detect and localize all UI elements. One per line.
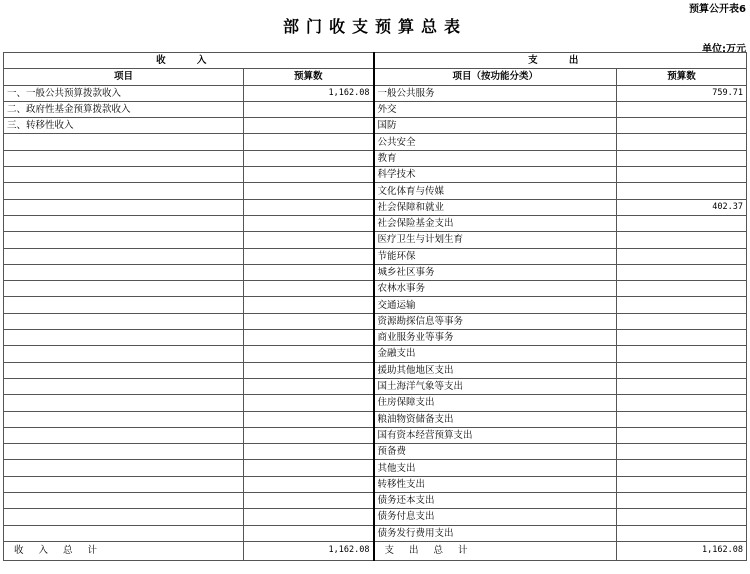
income-amount-cell [244,346,374,362]
income-amount-cell [244,134,374,150]
expense-item-cell: 外交 [374,101,617,117]
table-row [4,525,747,541]
income-budget-header: 预算数 [244,69,374,85]
income-item-cell [4,232,244,248]
income-item-cell [4,281,244,297]
table-row [4,297,747,313]
income-item-header: 项目 [4,69,244,85]
income-amount-cell [244,493,374,509]
expense-amount-cell [617,150,747,166]
table-row [4,248,747,264]
expense-amount-cell [617,215,747,231]
expense-item-cell: 文化体育与传媒 [374,183,617,199]
income-amount-cell [244,150,374,166]
expense-total-value: 1,162.08 [617,541,747,560]
income-item-cell [4,411,244,427]
expense-item-cell: 国有资本经营预算支出 [374,427,617,443]
expense-amount-cell [617,444,747,460]
expense-amount-cell [617,248,747,264]
expense-item-cell: 援助其他地区支出 [374,362,617,378]
expense-budget-header: 预算数 [617,69,747,85]
expense-amount-cell [617,362,747,378]
income-item-cell [4,493,244,509]
income-amount-cell [244,476,374,492]
table-row [4,150,747,166]
income-item-cell [4,215,244,231]
expense-amount-cell [617,167,747,183]
table-row [4,444,747,460]
expense-item-cell: 社会保险基金支出 [374,215,617,231]
income-item-cell [4,427,244,443]
income-amount-cell: 1,162.08 [244,85,374,101]
expense-amount-cell [617,460,747,476]
expense-amount-cell [617,330,747,346]
income-item-cell [4,167,244,183]
income-amount-cell [244,199,374,215]
income-amount-cell [244,411,374,427]
table-row [4,476,747,492]
table-row [4,395,747,411]
expense-amount-cell [617,118,747,134]
expense-amount-cell [617,346,747,362]
income-amount-cell [244,460,374,476]
income-amount-cell [244,509,374,525]
expense-item-cell: 住房保障支出 [374,395,617,411]
expense-item-cell: 粮油物资储备支出 [374,411,617,427]
expense-item-cell: 教育 [374,150,617,166]
table-row [4,509,747,525]
table-row [4,215,747,231]
table-row [4,264,747,280]
expense-item-cell: 城乡社区事务 [374,264,617,280]
income-amount-cell [244,183,374,199]
section-header-row [4,53,747,69]
expense-amount-cell [617,427,747,443]
income-amount-cell [244,232,374,248]
income-amount-cell [244,313,374,329]
income-item-cell [4,297,244,313]
expense-amount-cell [617,232,747,248]
expense-amount-cell [617,378,747,394]
expense-item-cell: 债务付息支出 [374,509,617,525]
expense-item-cell: 社会保障和就业 [374,199,617,215]
income-item-cell [4,362,244,378]
expense-section-header: 支 出 [374,53,747,69]
table-row [4,346,747,362]
table-row [4,232,747,248]
table-row [4,281,747,297]
expense-amount-cell [617,411,747,427]
income-amount-cell [244,264,374,280]
table-row [4,362,747,378]
income-item-cell [4,444,244,460]
expense-amount-cell [617,101,747,117]
income-item-cell [4,183,244,199]
table-row [4,493,747,509]
expense-amount-cell [617,297,747,313]
expense-item-cell: 预备费 [374,444,617,460]
expense-amount-cell [617,313,747,329]
income-amount-cell [244,118,374,134]
income-item-cell [4,264,244,280]
income-total-value: 1,162.08 [244,541,374,560]
expense-item-cell: 国防 [374,118,617,134]
income-amount-cell [244,297,374,313]
income-item-cell [4,313,244,329]
expense-item-cell: 公共安全 [374,134,617,150]
income-item-cell: 二、政府性基金预算拨款收入 [4,101,244,117]
expense-amount-cell [617,476,747,492]
column-header-row [4,69,747,85]
expense-amount-cell: 402.37 [617,199,747,215]
income-item-cell: 一、一般公共预算拨款收入 [4,85,244,101]
expense-amount-cell [617,493,747,509]
income-amount-cell [244,101,374,117]
table-row [4,411,747,427]
table-row [4,460,747,476]
income-amount-cell [244,281,374,297]
expense-total-label: 支 出 总 计 [374,541,617,560]
table-row [4,313,747,329]
expense-amount-cell [617,525,747,541]
table-row [4,330,747,346]
unit-label: 单位:万元 [702,44,746,55]
table-row [4,85,747,101]
expense-amount-cell [617,134,747,150]
expense-item-cell: 医疗卫生与计划生育 [374,232,617,248]
expense-amount-cell [617,281,747,297]
income-total-label: 收 入 总 计 [4,541,244,560]
expense-item-cell: 商业服务业等事务 [374,330,617,346]
income-item-cell [4,378,244,394]
income-item-cell [4,199,244,215]
expense-item-cell: 债务发行费用支出 [374,525,617,541]
expense-item-cell: 债务还本支出 [374,493,617,509]
expense-item-cell: 节能环保 [374,248,617,264]
income-item-cell [4,248,244,264]
expense-item-cell: 金融支出 [374,346,617,362]
expense-item-cell: 资源勘探信息等事务 [374,313,617,329]
table-row [4,101,747,117]
table-row [4,199,747,215]
table-row [4,427,747,443]
income-item-cell [4,330,244,346]
expense-item-cell: 国土海洋气象等支出 [374,378,617,394]
income-amount-cell [244,362,374,378]
table-row [4,134,747,150]
expense-item-cell: 交通运输 [374,297,617,313]
income-item-cell [4,525,244,541]
income-amount-cell [244,525,374,541]
income-amount-cell [244,215,374,231]
table-row [4,183,747,199]
income-item-cell [4,476,244,492]
income-item-cell [4,150,244,166]
table-row [4,378,747,394]
expense-item-cell: 农林水事务 [374,281,617,297]
income-item-cell [4,134,244,150]
income-amount-cell [244,248,374,264]
total-row [4,541,747,560]
income-amount-cell [244,427,374,443]
expense-amount-cell [617,264,747,280]
income-amount-cell [244,444,374,460]
income-item-cell: 三、转移性收入 [4,118,244,134]
budget-summary-table [3,52,747,561]
table-row [4,118,747,134]
expense-amount-cell [617,509,747,525]
income-item-cell [4,509,244,525]
expense-item-cell: 其他支出 [374,460,617,476]
income-section-header: 收 入 [4,53,374,69]
form-id-label: 预算公开表6 [689,4,746,15]
page-title: 部门收支预算总表 [282,17,467,36]
expense-item-cell: 转移性支出 [374,476,617,492]
income-item-cell [4,395,244,411]
income-amount-cell [244,330,374,346]
expense-amount-cell: 759.71 [617,85,747,101]
table-row [4,167,747,183]
income-amount-cell [244,395,374,411]
expense-item-cell: 一般公共服务 [374,85,617,101]
income-item-cell [4,346,244,362]
expense-amount-cell [617,183,747,199]
expense-item-cell: 科学技术 [374,167,617,183]
expense-amount-cell [617,395,747,411]
expense-item-header: 项目（按功能分类） [374,69,617,85]
income-item-cell [4,460,244,476]
income-amount-cell [244,167,374,183]
income-amount-cell [244,378,374,394]
